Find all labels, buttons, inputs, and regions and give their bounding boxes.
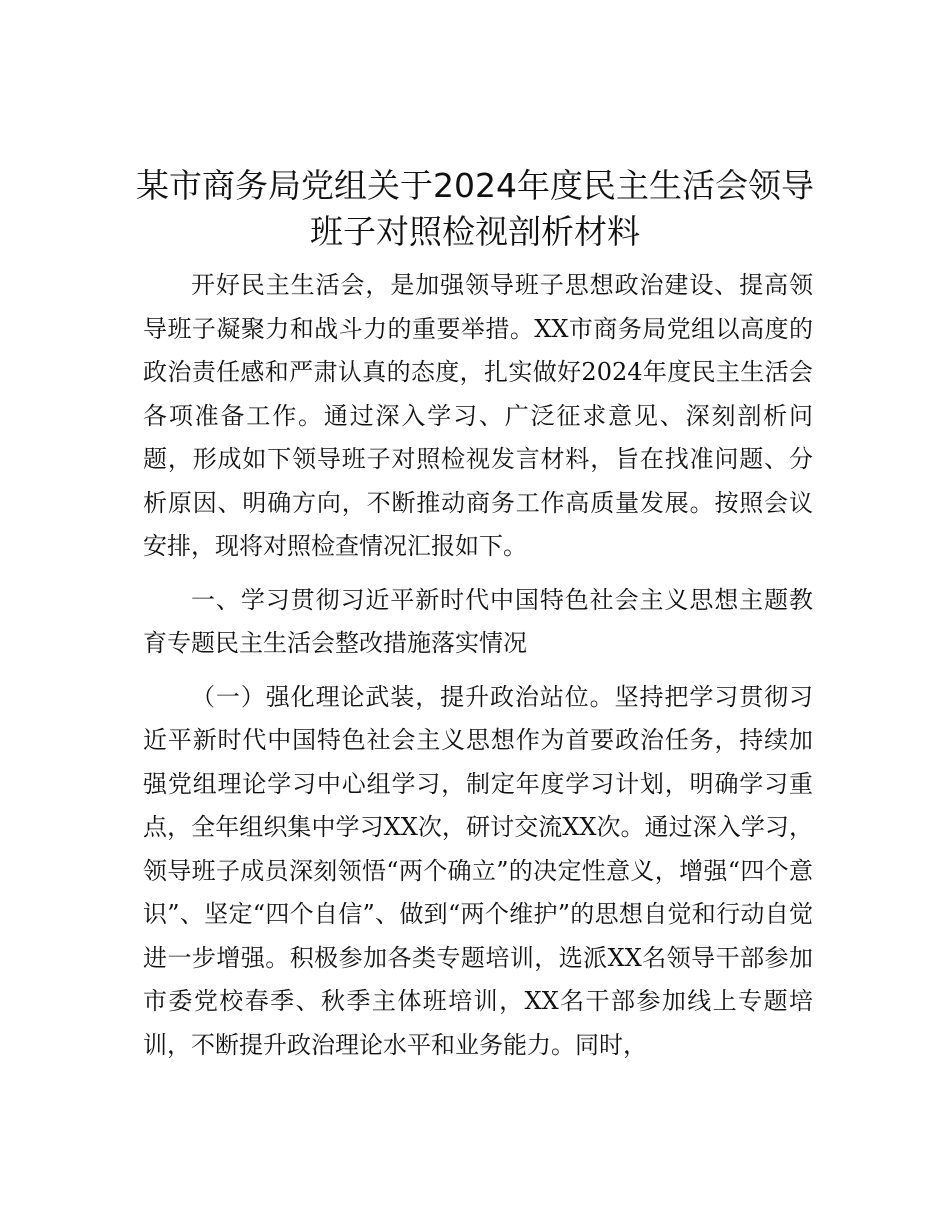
paragraph-subsection-1: （一）强化理论武装，提升政治站位。坚持把学习贯彻习近平新时代中国特色社会主义思想作为首要政治任务，持续加强党组理论学习中心组学习，制定年度学习计划，明确学习重点，全年组织集中学习XX次，研讨交流XX次。通过深入学习，领导班子成员深刻领悟“两个确立”的决定性意义，增强“四个意识”、坚定“四个自信”、做到“两个维护”的思想自觉和行动自觉进一步增强。积极参加各类专题培训，选派XX名领导干部参加市委党校春季、秋季主体班培训，XX名干部参加线上专题培训，不断提升政治理论水平和业务能力。同时，: [143, 682, 813, 1059]
paragraph-intro: 开好民主生活会，是加强领导班子思想政治建设、提高领导班子凝聚力和战斗力的重要举措。XX市商务局党组以高度的政治责任感和严肃认真的态度，扎实做好2024年度民主生活会各项准备工作。通过深入学习、广泛征求意见、深刻剖析问题，形成如下领导班子对照检视发言材料，旨在找准问题、分析原因、明确方向，不断推动商务工作高质量发展。按照会议安排，现将对照检查情况汇报如下。: [143, 271, 813, 560]
document-title: [120, 163, 830, 255]
title-line-2: 班子对照检视剖析材料: [310, 212, 640, 251]
document-body: [143, 264, 813, 1067]
section-heading-1: 一、学习贯彻习近平新时代中国特色社会主义思想主题教育专题民主生活会整改措施落实情况: [143, 585, 813, 657]
title-line-1: 某市商务局党组关于2024年度民主生活会领导: [136, 166, 814, 205]
